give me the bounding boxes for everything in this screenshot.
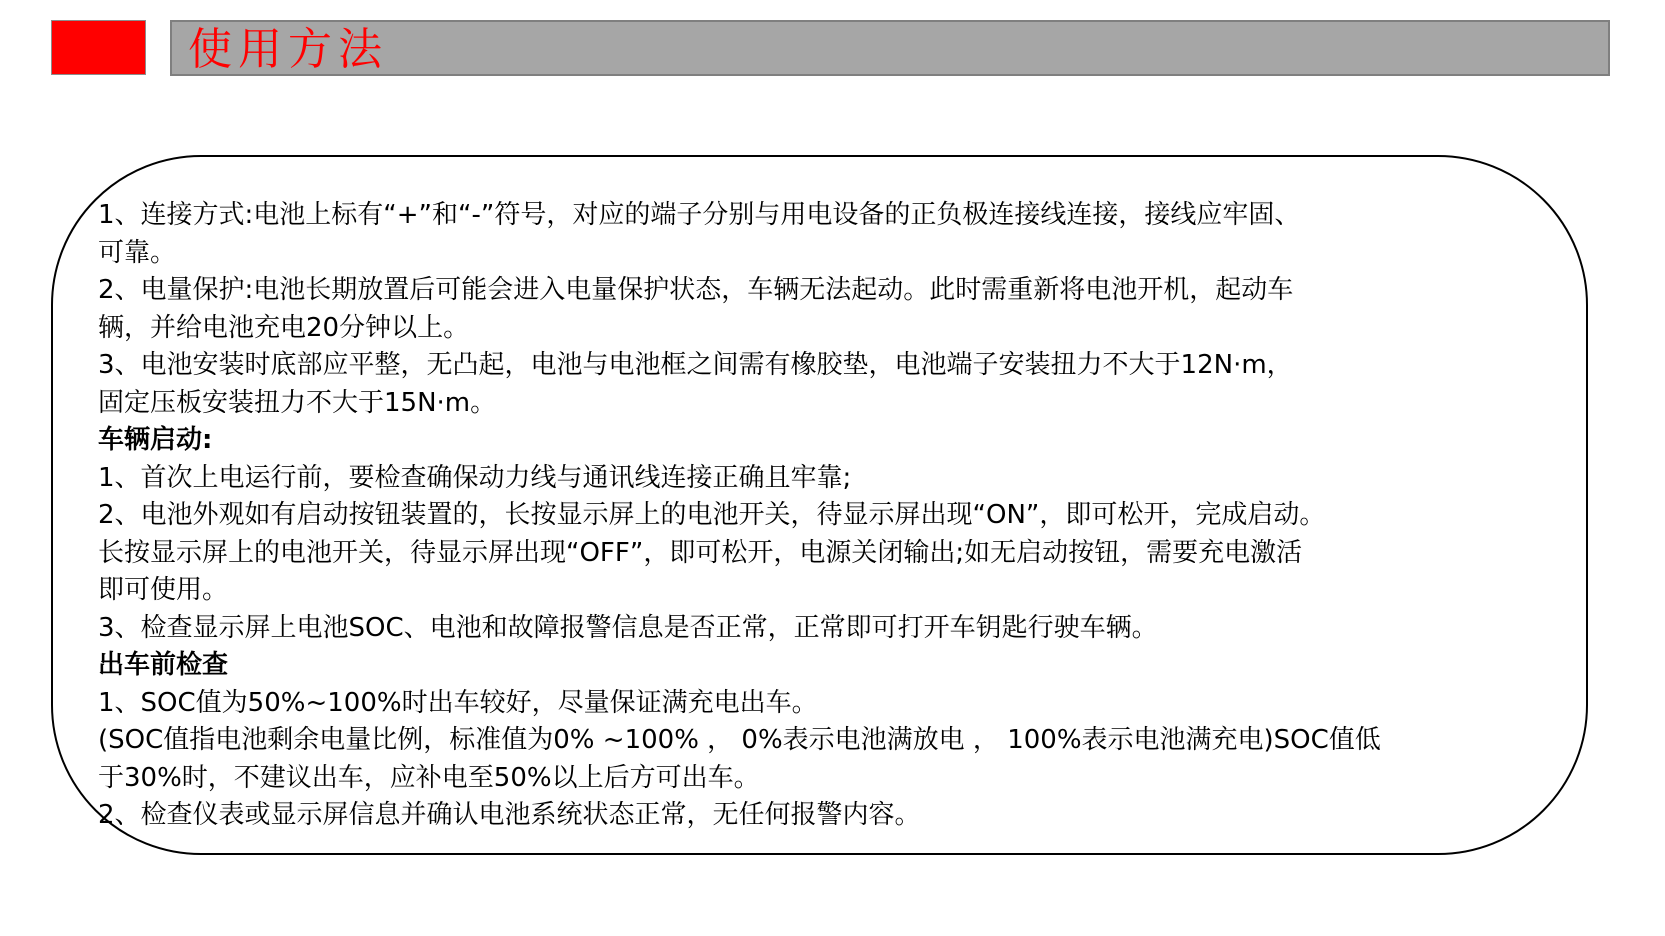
instruction-line: 3、检查显示屏上电池SOC、电池和故障报警信息是否正常，正常即可打开车钥匙行驶车辆。	[98, 612, 1158, 643]
instruction-line: 2、电池外观如有启动按钮装置的，长按显示屏上的电池开关，待显示屏出现“ON”，即可松开，完成启动。	[98, 500, 1326, 530]
header-title-bar	[170, 20, 1610, 76]
instruction-line: 即可使用。	[98, 575, 229, 605]
instruction-line: 3、电池安装时底部应平整，无凸起，电池与电池框之间需有橡胶垫，电池端子安装扭力不大于12N·m，	[98, 350, 1293, 380]
instruction-line: (SOC值指电池剩余电量比例，标准值为0% ~100% ， 0%表示电池满放电 ， 100%表示电池满充电)SOC值低	[98, 725, 1381, 755]
page-title: 使用方法	[188, 24, 388, 75]
instruction-line: 长按显示屏上的电池开关，待显示屏出现“OFF”，即可松开，电源关闭输出;如无启动按钮，需要充电激活	[98, 537, 1303, 568]
instruction-line: 1、首次上电运行前，要检查确保动力线与通讯线连接正确且牢靠;	[98, 462, 852, 493]
instruction-line: 固定压板安装扭力不大于15N·m。	[98, 387, 497, 418]
instruction-line: 辆，并给电池充电20分钟以上。	[98, 312, 470, 343]
instruction-line: 2、电量保护:电池长期放置后可能会进入电量保护状态，车辆无法起动。此时需重新将电池开机，起动车	[98, 275, 1294, 305]
instruction-line: 2、检查仪表或显示屏信息并确认电池系统状态正常，无任何报警内容。	[98, 800, 921, 830]
header-red-block	[51, 20, 146, 75]
section-heading: 车辆启动:	[98, 425, 213, 455]
instruction-line: 1、连接方式:电池上标有“+”和“-”符号，对应的端子分别与用电设备的正负极连接线连接，接线应牢固、	[98, 200, 1301, 230]
section-heading: 出车前检查	[98, 650, 229, 680]
instructions-text	[98, 197, 1578, 835]
instruction-line: 可靠。	[98, 237, 177, 268]
instruction-line: 于30%时，不建议出车，应补电至50%以上后方可出车。	[98, 762, 760, 793]
instruction-line: 1、SOC值为50%~100%时出车较好，尽量保证满充电出车。	[98, 687, 818, 718]
